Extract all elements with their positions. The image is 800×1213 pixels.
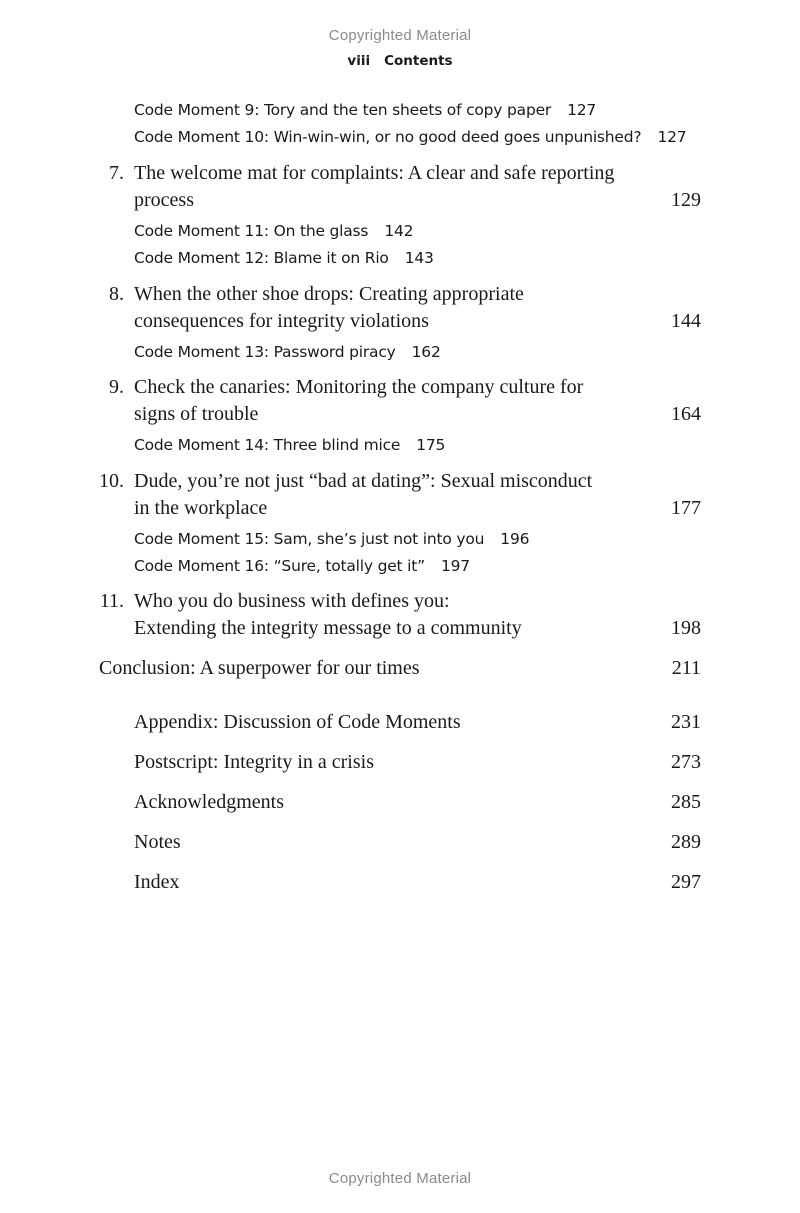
chapter-number: 9. <box>109 376 124 398</box>
code-moment-label: Code Moment 13: Password piracy <box>134 343 396 361</box>
back-matter-title: Notes <box>134 831 181 853</box>
copyright-watermark-top: Copyrighted Material <box>328 27 472 44</box>
chapter-title-line: Extending the integrity message to a community <box>134 617 522 639</box>
code-moment-label: Code Moment 9: Tory and the ten sheets of copy paper <box>134 101 552 119</box>
conclusion-title: Conclusion: A superpower for our times <box>99 657 420 679</box>
chapter-title-line: The welcome mat for complaints: A clear and safe reporting <box>134 162 615 184</box>
code-moment-entry <box>134 530 529 548</box>
back-matter-page: 231 <box>671 711 701 733</box>
chapter-number: 7. <box>109 162 124 184</box>
chapter-title-line: process <box>134 189 194 211</box>
back-matter-page: 273 <box>671 751 701 773</box>
code-moment-entry <box>134 557 470 575</box>
chapter-page: 129 <box>671 189 701 211</box>
back-matter-title: Acknowledgments <box>134 791 284 813</box>
back-matter-title: Postscript: Integrity in a crisis <box>134 751 374 773</box>
chapter-page: 164 <box>671 403 701 425</box>
page-folio: viii <box>347 53 371 69</box>
code-moment-page: 143 <box>404 249 434 267</box>
code-moment-label: Code Moment 12: Blame it on Rio <box>134 249 389 267</box>
code-moment-label: Code Moment 10: Win-win-win, or no good deed goes unpunished? <box>134 128 642 146</box>
back-matter-page: 297 <box>671 871 701 893</box>
conclusion-page: 211 <box>671 657 701 679</box>
code-moment-entry <box>134 249 434 267</box>
chapter-page: 177 <box>671 497 701 519</box>
code-moment-page: 162 <box>411 343 441 361</box>
chapter-title-line: Check the canaries: Monitoring the company culture for <box>134 376 584 398</box>
chapter-title-line: in the workplace <box>134 497 268 519</box>
chapter-title-line: consequences for integrity violations <box>134 310 429 332</box>
code-moment-page: 197 <box>440 557 470 575</box>
code-moment-page: 127 <box>657 128 687 146</box>
code-moment-label: Code Moment 14: Three blind mice <box>134 436 401 454</box>
code-moment-page: 196 <box>500 530 530 548</box>
code-moment-entry <box>134 101 596 119</box>
code-moment-entry <box>134 436 445 454</box>
chapter-number: 10. <box>99 470 124 492</box>
code-moment-page: 175 <box>416 436 446 454</box>
chapter-number: 8. <box>109 283 124 305</box>
code-moment-page: 142 <box>384 222 414 240</box>
back-matter-title: Index <box>134 871 180 893</box>
chapter-page: 198 <box>671 617 701 639</box>
running-head <box>0 53 800 69</box>
code-moment-label: Code Moment 11: On the glass <box>134 222 369 240</box>
code-moment-page: 127 <box>567 101 597 119</box>
code-moment-label: Code Moment 15: Sam, she’s just not into you <box>134 530 485 548</box>
code-moment-entry <box>134 343 441 361</box>
chapter-page: 144 <box>671 310 701 332</box>
chapter-title-line: Who you do business with defines you: <box>134 590 450 612</box>
chapter-title-line: When the other shoe drops: Creating appropriate <box>134 283 524 305</box>
back-matter-page: 289 <box>671 831 701 853</box>
chapter-title-line: signs of trouble <box>134 403 259 425</box>
back-matter-title: Appendix: Discussion of Code Moments <box>134 711 461 733</box>
running-head-title: Contents <box>384 53 453 69</box>
chapter-number: 11. <box>99 590 124 612</box>
code-moment-entry <box>134 128 686 146</box>
code-moment-label: Code Moment 16: “Sure, totally get it” <box>134 557 425 575</box>
copyright-watermark-bottom: Copyrighted Material <box>328 1170 472 1187</box>
chapter-title-line: Dude, you’re not just “bad at dating”: Sexual misconduct <box>134 470 593 492</box>
code-moment-entry <box>134 222 413 240</box>
back-matter-page: 285 <box>671 791 701 813</box>
